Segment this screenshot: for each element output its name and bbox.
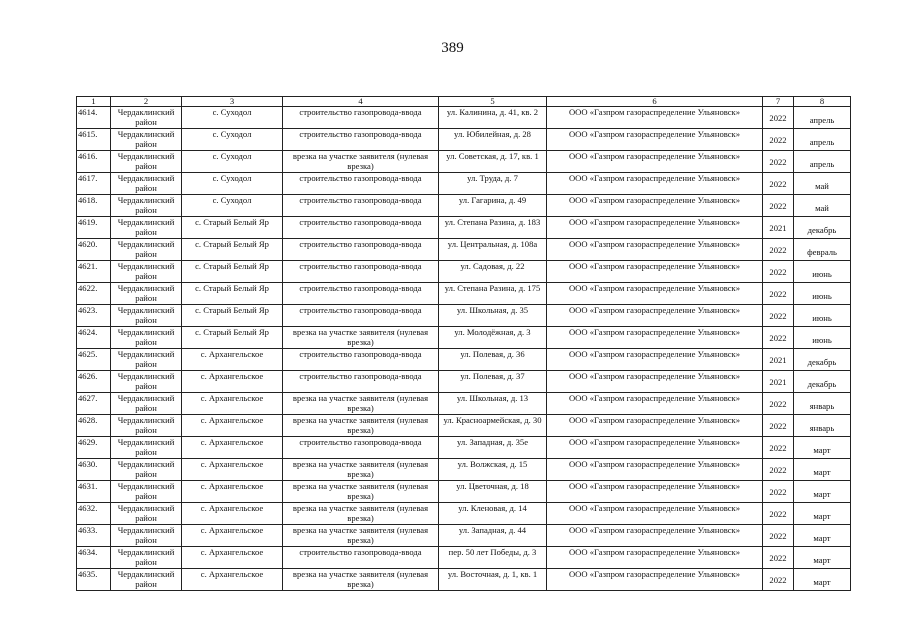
- year-cell: 2022: [763, 305, 794, 327]
- table-row: [77, 151, 851, 173]
- address-cell: ул. Полевая, д. 37: [439, 371, 547, 393]
- table-row: [77, 107, 851, 129]
- table-row: [77, 459, 851, 481]
- month-cell: декабрь: [794, 217, 851, 239]
- district-cell: Чердаклинский район: [111, 283, 182, 305]
- gas-connection-table: [76, 96, 851, 591]
- organization-cell: ООО «Газпром газораспределение Ульяновск»: [547, 129, 763, 151]
- month-cell: июнь: [794, 283, 851, 305]
- row-number: 4628.: [77, 415, 111, 437]
- organization-cell: ООО «Газпром газораспределение Ульяновск»: [547, 525, 763, 547]
- table-header-row: [77, 97, 851, 107]
- table-row: [77, 393, 851, 415]
- row-number: 4624.: [77, 327, 111, 349]
- district-cell: Чердаклинский район: [111, 173, 182, 195]
- settlement-cell: с. Архангельское: [182, 547, 283, 569]
- organization-cell: ООО «Газпром газораспределение Ульяновск»: [547, 217, 763, 239]
- month-cell: июнь: [794, 261, 851, 283]
- month-cell: июнь: [794, 327, 851, 349]
- settlement-cell: с. Старый Белый Яр: [182, 239, 283, 261]
- organization-cell: ООО «Газпром газораспределение Ульяновск»: [547, 371, 763, 393]
- address-cell: ул. Волжская, д. 15: [439, 459, 547, 481]
- organization-cell: ООО «Газпром газораспределение Ульяновск»: [547, 503, 763, 525]
- table-row: [77, 283, 851, 305]
- address-cell: ул. Юбилейная, д. 28: [439, 129, 547, 151]
- month-cell: декабрь: [794, 349, 851, 371]
- organization-cell: ООО «Газпром газораспределение Ульяновск»: [547, 239, 763, 261]
- settlement-cell: с. Архангельское: [182, 393, 283, 415]
- table-row: [77, 261, 851, 283]
- work-type-cell: строительство газопровода-ввода: [283, 217, 439, 239]
- settlement-cell: с. Архангельское: [182, 525, 283, 547]
- settlement-cell: с. Архангельское: [182, 415, 283, 437]
- table-row: [77, 371, 851, 393]
- year-cell: 2022: [763, 437, 794, 459]
- settlement-cell: с. Суходол: [182, 107, 283, 129]
- row-number: 4614.: [77, 107, 111, 129]
- month-cell: апрель: [794, 129, 851, 151]
- table-row: [77, 437, 851, 459]
- year-cell: 2022: [763, 547, 794, 569]
- row-number: 4630.: [77, 459, 111, 481]
- work-type-cell: врезка на участке заявителя (нулевая врезка): [283, 503, 439, 525]
- row-number: 4618.: [77, 195, 111, 217]
- district-cell: Чердаклинский район: [111, 217, 182, 239]
- row-number: 4615.: [77, 129, 111, 151]
- work-type-cell: строительство газопровода-ввода: [283, 261, 439, 283]
- address-cell: ул. Западная, д. 35е: [439, 437, 547, 459]
- row-number: 4635.: [77, 569, 111, 591]
- table-body: [77, 107, 851, 591]
- district-cell: Чердаклинский район: [111, 547, 182, 569]
- organization-cell: ООО «Газпром газораспределение Ульяновск»: [547, 107, 763, 129]
- column-header: 1: [77, 97, 111, 107]
- district-cell: Чердаклинский район: [111, 393, 182, 415]
- month-cell: май: [794, 195, 851, 217]
- work-type-cell: врезка на участке заявителя (нулевая врезка): [283, 481, 439, 503]
- work-type-cell: врезка на участке заявителя (нулевая врезка): [283, 393, 439, 415]
- organization-cell: ООО «Газпром газораспределение Ульяновск»: [547, 349, 763, 371]
- district-cell: Чердаклинский район: [111, 481, 182, 503]
- district-cell: Чердаклинский район: [111, 525, 182, 547]
- address-cell: ул. Степана Разина, д. 175: [439, 283, 547, 305]
- table-row: [77, 415, 851, 437]
- table-row: [77, 547, 851, 569]
- organization-cell: ООО «Газпром газораспределение Ульяновск»: [547, 305, 763, 327]
- year-cell: 2022: [763, 393, 794, 415]
- row-number: 4629.: [77, 437, 111, 459]
- table-row: [77, 173, 851, 195]
- year-cell: 2022: [763, 569, 794, 591]
- work-type-cell: врезка на участке заявителя (нулевая врезка): [283, 525, 439, 547]
- settlement-cell: с. Суходол: [182, 151, 283, 173]
- settlement-cell: с. Архангельское: [182, 569, 283, 591]
- row-number: 4620.: [77, 239, 111, 261]
- year-cell: 2022: [763, 129, 794, 151]
- settlement-cell: с. Старый Белый Яр: [182, 261, 283, 283]
- column-header: 6: [547, 97, 763, 107]
- address-cell: пер. 50 лет Победы, д. 3: [439, 547, 547, 569]
- settlement-cell: с. Архангельское: [182, 481, 283, 503]
- row-number: 4616.: [77, 151, 111, 173]
- district-cell: Чердаклинский район: [111, 107, 182, 129]
- year-cell: 2022: [763, 239, 794, 261]
- address-cell: ул. Восточная, д. 1, кв. 1: [439, 569, 547, 591]
- district-cell: Чердаклинский район: [111, 415, 182, 437]
- column-header: 3: [182, 97, 283, 107]
- district-cell: Чердаклинский район: [111, 371, 182, 393]
- table-row: [77, 349, 851, 371]
- table-row: [77, 239, 851, 261]
- work-type-cell: строительство газопровода-ввода: [283, 283, 439, 305]
- settlement-cell: с. Архангельское: [182, 503, 283, 525]
- address-cell: ул. Степана Разина, д. 183: [439, 217, 547, 239]
- year-cell: 2022: [763, 195, 794, 217]
- row-number: 4627.: [77, 393, 111, 415]
- year-cell: 2022: [763, 173, 794, 195]
- organization-cell: ООО «Газпром газораспределение Ульяновск»: [547, 569, 763, 591]
- work-type-cell: врезка на участке заявителя (нулевая врезка): [283, 459, 439, 481]
- month-cell: март: [794, 481, 851, 503]
- row-number: 4623.: [77, 305, 111, 327]
- address-cell: ул. Калинина, д. 41, кв. 2: [439, 107, 547, 129]
- address-cell: ул. Советская, д. 17, кв. 1: [439, 151, 547, 173]
- column-header: 7: [763, 97, 794, 107]
- settlement-cell: с. Старый Белый Яр: [182, 327, 283, 349]
- organization-cell: ООО «Газпром газораспределение Ульяновск»: [547, 459, 763, 481]
- row-number: 4634.: [77, 547, 111, 569]
- month-cell: март: [794, 459, 851, 481]
- row-number: 4626.: [77, 371, 111, 393]
- organization-cell: ООО «Газпром газораспределение Ульяновск»: [547, 547, 763, 569]
- month-cell: январь: [794, 415, 851, 437]
- work-type-cell: строительство газопровода-ввода: [283, 107, 439, 129]
- settlement-cell: с. Старый Белый Яр: [182, 283, 283, 305]
- address-cell: ул. Полевая, д. 36: [439, 349, 547, 371]
- row-number: 4625.: [77, 349, 111, 371]
- month-cell: февраль: [794, 239, 851, 261]
- settlement-cell: с. Суходол: [182, 173, 283, 195]
- district-cell: Чердаклинский район: [111, 437, 182, 459]
- address-cell: ул. Западная, д. 44: [439, 525, 547, 547]
- month-cell: декабрь: [794, 371, 851, 393]
- district-cell: Чердаклинский район: [111, 459, 182, 481]
- work-type-cell: врезка на участке заявителя (нулевая врезка): [283, 151, 439, 173]
- settlement-cell: с. Архангельское: [182, 437, 283, 459]
- district-cell: Чердаклинский район: [111, 503, 182, 525]
- organization-cell: ООО «Газпром газораспределение Ульяновск»: [547, 437, 763, 459]
- table-row: [77, 217, 851, 239]
- district-cell: Чердаклинский район: [111, 261, 182, 283]
- work-type-cell: врезка на участке заявителя (нулевая врезка): [283, 569, 439, 591]
- work-type-cell: строительство газопровода-ввода: [283, 239, 439, 261]
- table-row: [77, 503, 851, 525]
- year-cell: 2021: [763, 371, 794, 393]
- settlement-cell: с. Суходол: [182, 195, 283, 217]
- year-cell: 2022: [763, 503, 794, 525]
- address-cell: ул. Гагарина, д. 49: [439, 195, 547, 217]
- district-cell: Чердаклинский район: [111, 195, 182, 217]
- work-type-cell: строительство газопровода-ввода: [283, 349, 439, 371]
- row-number: 4633.: [77, 525, 111, 547]
- organization-cell: ООО «Газпром газораспределение Ульяновск»: [547, 151, 763, 173]
- settlement-cell: с. Архангельское: [182, 349, 283, 371]
- year-cell: 2022: [763, 107, 794, 129]
- month-cell: май: [794, 173, 851, 195]
- year-cell: 2021: [763, 349, 794, 371]
- work-type-cell: строительство газопровода-ввода: [283, 173, 439, 195]
- work-type-cell: врезка на участке заявителя (нулевая врезка): [283, 327, 439, 349]
- work-type-cell: строительство газопровода-ввода: [283, 195, 439, 217]
- work-type-cell: строительство газопровода-ввода: [283, 129, 439, 151]
- table-row: [77, 525, 851, 547]
- organization-cell: ООО «Газпром газораспределение Ульяновск»: [547, 415, 763, 437]
- year-cell: 2022: [763, 151, 794, 173]
- year-cell: 2021: [763, 217, 794, 239]
- organization-cell: ООО «Газпром газораспределение Ульяновск»: [547, 173, 763, 195]
- settlement-cell: с. Старый Белый Яр: [182, 217, 283, 239]
- month-cell: январь: [794, 393, 851, 415]
- column-header: 2: [111, 97, 182, 107]
- work-type-cell: врезка на участке заявителя (нулевая врезка): [283, 415, 439, 437]
- district-cell: Чердаклинский район: [111, 327, 182, 349]
- year-cell: 2022: [763, 415, 794, 437]
- month-cell: март: [794, 503, 851, 525]
- month-cell: март: [794, 525, 851, 547]
- address-cell: ул. Труда, д. 7: [439, 173, 547, 195]
- address-cell: ул. Красноармейская, д. 30: [439, 415, 547, 437]
- settlement-cell: с. Суходол: [182, 129, 283, 151]
- month-cell: март: [794, 569, 851, 591]
- work-type-cell: строительство газопровода-ввода: [283, 547, 439, 569]
- row-number: 4619.: [77, 217, 111, 239]
- row-number: 4631.: [77, 481, 111, 503]
- month-cell: апрель: [794, 151, 851, 173]
- work-type-cell: строительство газопровода-ввода: [283, 305, 439, 327]
- year-cell: 2022: [763, 459, 794, 481]
- district-cell: Чердаклинский район: [111, 129, 182, 151]
- settlement-cell: с. Архангельское: [182, 371, 283, 393]
- organization-cell: ООО «Газпром газораспределение Ульяновск»: [547, 195, 763, 217]
- column-header: 4: [283, 97, 439, 107]
- address-cell: ул. Центральная, д. 108а: [439, 239, 547, 261]
- settlement-cell: с. Архангельское: [182, 459, 283, 481]
- table-row: [77, 569, 851, 591]
- address-cell: ул. Школьная, д. 13: [439, 393, 547, 415]
- row-number: 4617.: [77, 173, 111, 195]
- address-cell: ул. Цветочная, д. 18: [439, 481, 547, 503]
- table-row: [77, 305, 851, 327]
- month-cell: март: [794, 547, 851, 569]
- address-cell: ул. Садовая, д. 22: [439, 261, 547, 283]
- column-header: 5: [439, 97, 547, 107]
- table-row: [77, 129, 851, 151]
- organization-cell: ООО «Газпром газораспределение Ульяновск»: [547, 481, 763, 503]
- month-cell: июнь: [794, 305, 851, 327]
- row-number: 4622.: [77, 283, 111, 305]
- work-type-cell: строительство газопровода-ввода: [283, 371, 439, 393]
- address-cell: ул. Школьная, д. 35: [439, 305, 547, 327]
- table-row: [77, 481, 851, 503]
- month-cell: апрель: [794, 107, 851, 129]
- year-cell: 2022: [763, 327, 794, 349]
- district-cell: Чердаклинский район: [111, 151, 182, 173]
- work-type-cell: строительство газопровода-ввода: [283, 437, 439, 459]
- organization-cell: ООО «Газпром газораспределение Ульяновск»: [547, 327, 763, 349]
- month-cell: март: [794, 437, 851, 459]
- year-cell: 2022: [763, 525, 794, 547]
- table-row: [77, 195, 851, 217]
- table-row: [77, 327, 851, 349]
- year-cell: 2022: [763, 261, 794, 283]
- year-cell: 2022: [763, 283, 794, 305]
- organization-cell: ООО «Газпром газораспределение Ульяновск»: [547, 393, 763, 415]
- address-cell: ул. Молодёжная, д. 3: [439, 327, 547, 349]
- column-header: 8: [794, 97, 851, 107]
- district-cell: Чердаклинский район: [111, 305, 182, 327]
- page-number: 389: [441, 40, 464, 56]
- row-number: 4621.: [77, 261, 111, 283]
- year-cell: 2022: [763, 481, 794, 503]
- settlement-cell: с. Старый Белый Яр: [182, 305, 283, 327]
- organization-cell: ООО «Газпром газораспределение Ульяновск»: [547, 261, 763, 283]
- district-cell: Чердаклинский район: [111, 569, 182, 591]
- district-cell: Чердаклинский район: [111, 239, 182, 261]
- district-cell: Чердаклинский район: [111, 349, 182, 371]
- address-cell: ул. Кленовая, д. 14: [439, 503, 547, 525]
- row-number: 4632.: [77, 503, 111, 525]
- organization-cell: ООО «Газпром газораспределение Ульяновск»: [547, 283, 763, 305]
